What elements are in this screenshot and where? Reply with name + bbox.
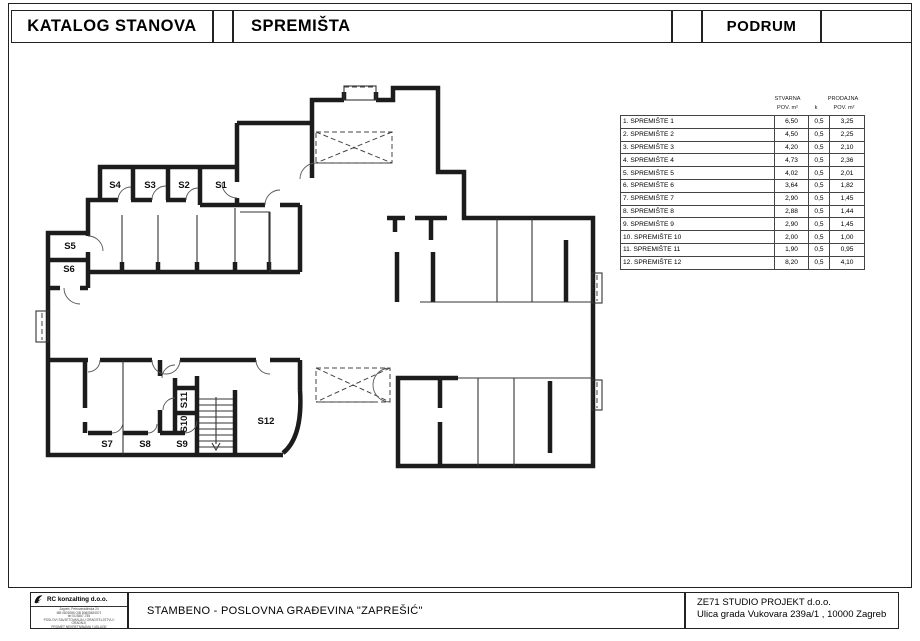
table-row	[621, 167, 865, 180]
cell-label: 1. SPREMIŠTE 1	[621, 116, 775, 129]
room-label-s11: S11	[179, 391, 190, 409]
fine-print-line: Zagreb, Petrovaradinska 24	[59, 607, 99, 611]
room-label-s4: S4	[109, 180, 121, 191]
cell-label: 6. SPREMIŠTE 6	[621, 179, 775, 192]
cell-sale: 3,25	[830, 116, 865, 129]
cell-coef: 0,5	[809, 116, 830, 129]
cell-label: 11. SPREMIŠTE 11	[621, 243, 775, 256]
table-row	[621, 218, 865, 231]
cell-actual: 8,20	[775, 256, 809, 269]
footer-studio-box	[685, 592, 899, 629]
table-row	[621, 231, 865, 244]
cell-label: 10. SPREMIŠTE 10	[621, 231, 775, 244]
cell-label: 7. SPREMIŠTE 7	[621, 192, 775, 205]
cell-label: 9. SPREMIŠTE 9	[621, 218, 775, 231]
fine-print-line: PROMET NEKRETNINAMA I USLUGE	[51, 624, 107, 629]
footer-project-box	[128, 592, 685, 629]
cell-coef: 0,5	[809, 192, 830, 205]
cell-coef: 0,5	[809, 179, 830, 192]
cell-coef: 0,5	[809, 205, 830, 218]
table-row	[621, 154, 865, 167]
cell-coef: 0,5	[809, 243, 830, 256]
col-header-actual-1: STVARNA	[774, 96, 801, 102]
cell-actual: 4,02	[775, 167, 809, 180]
company-name: RC konzalting d.o.o.	[47, 596, 108, 603]
fine-print-line: tel 01/3667-755	[67, 614, 91, 619]
room-label-s8: S8	[139, 439, 151, 450]
cell-actual: 2,88	[775, 205, 809, 218]
col-header-sale-2: POV. m²	[833, 105, 855, 111]
company-row	[31, 593, 127, 606]
table-row	[621, 192, 865, 205]
cell-sale: 1,00	[830, 231, 865, 244]
cell-sale: 2,25	[830, 128, 865, 141]
cell-label: 5. SPREMIŠTE 5	[621, 167, 775, 180]
cell-sale: 2,01	[830, 167, 865, 180]
table-row	[621, 256, 865, 269]
fine-print-line: POSLOVI SAVJETOVANJA U GRADITELJSTVU I	[43, 617, 115, 622]
col-header-actual-2: POV. m²	[777, 105, 798, 111]
cell-sale: 1,82	[830, 179, 865, 192]
studio-address: Ulica grada Vukovara 239a/1 , 10000 Zagreb	[697, 609, 887, 621]
room-label-s10: S10	[179, 415, 190, 433]
sheet-title: SPREMIŠTA	[251, 17, 351, 35]
cell-label: 4. SPREMIŠTE 4	[621, 154, 775, 167]
room-label-s6: S6	[63, 264, 75, 275]
cell-coef: 0,5	[809, 141, 830, 154]
room-label-s12: S12	[257, 416, 275, 427]
cell-sale: 0,95	[830, 243, 865, 256]
cell-actual: 6,50	[775, 116, 809, 129]
cell-coef: 0,5	[809, 128, 830, 141]
cell-actual: 4,50	[775, 128, 809, 141]
company-fine-print	[31, 606, 127, 629]
catalog-title: KATALOG STANOVA	[27, 17, 197, 35]
cell-label: 8. SPREMIŠTE 8	[621, 205, 775, 218]
room-label-s3: S3	[144, 180, 156, 191]
col-header-coef: k	[814, 105, 818, 111]
cell-label: 3. SPREMIŠTE 3	[621, 141, 775, 154]
table-row	[621, 128, 865, 141]
cell-sale: 1,45	[830, 192, 865, 205]
project-title: STAMBENO - POSLOVNA GRAĐEVINA "ZAPREŠIĆ"	[147, 604, 423, 617]
plan-thin-lines	[36, 86, 602, 466]
cell-actual: 4,20	[775, 141, 809, 154]
room-label-s9: S9	[176, 439, 188, 450]
room-label-s7: S7	[101, 439, 113, 450]
cell-coef: 0,5	[809, 231, 830, 244]
table-row	[621, 141, 865, 154]
fine-print-line: MB 0803085 OIB 80605820571	[56, 610, 102, 615]
table-row	[621, 116, 865, 129]
cell-actual: 1,90	[775, 243, 809, 256]
cell-sale: 4,10	[830, 256, 865, 269]
room-label-s5: S5	[64, 241, 76, 252]
cell-sale: 2,10	[830, 141, 865, 154]
cell-coef: 0,5	[809, 256, 830, 269]
room-label-s1: S1	[215, 180, 227, 191]
cell-actual: 2,00	[775, 231, 809, 244]
storage-table-body	[621, 116, 865, 270]
cell-sale: 1,44	[830, 205, 865, 218]
cell-coef: 0,5	[809, 154, 830, 167]
cell-label: 12. SPREMIŠTE 12	[621, 256, 775, 269]
cell-actual: 4,73	[775, 154, 809, 167]
cell-actual: 3,64	[775, 179, 809, 192]
plan-walls	[48, 88, 593, 466]
table-row	[621, 179, 865, 192]
cell-actual: 2,90	[775, 218, 809, 231]
cell-sale: 2,36	[830, 154, 865, 167]
cell-sale: 1,45	[830, 218, 865, 231]
company-logo-icon	[33, 594, 44, 605]
plan-room-labels	[63, 180, 274, 450]
storage-table	[620, 96, 862, 270]
footer-company-box	[30, 592, 128, 629]
cell-coef: 0,5	[809, 218, 830, 231]
level-label: PODRUM	[726, 18, 797, 35]
cell-actual: 2,90	[775, 192, 809, 205]
storage-table-header	[620, 96, 862, 115]
room-label-s2: S2	[178, 180, 190, 191]
cell-coef: 0,5	[809, 167, 830, 180]
studio-name: ZE71 STUDIO PROJEKT d.o.o.	[697, 597, 831, 608]
table-row	[621, 243, 865, 256]
table-row	[621, 205, 865, 218]
col-header-sale-1: PRODAJNA	[827, 96, 859, 102]
fine-print-line: GRADNJI,	[71, 621, 87, 626]
cell-label: 2. SPREMIŠTE 2	[621, 128, 775, 141]
